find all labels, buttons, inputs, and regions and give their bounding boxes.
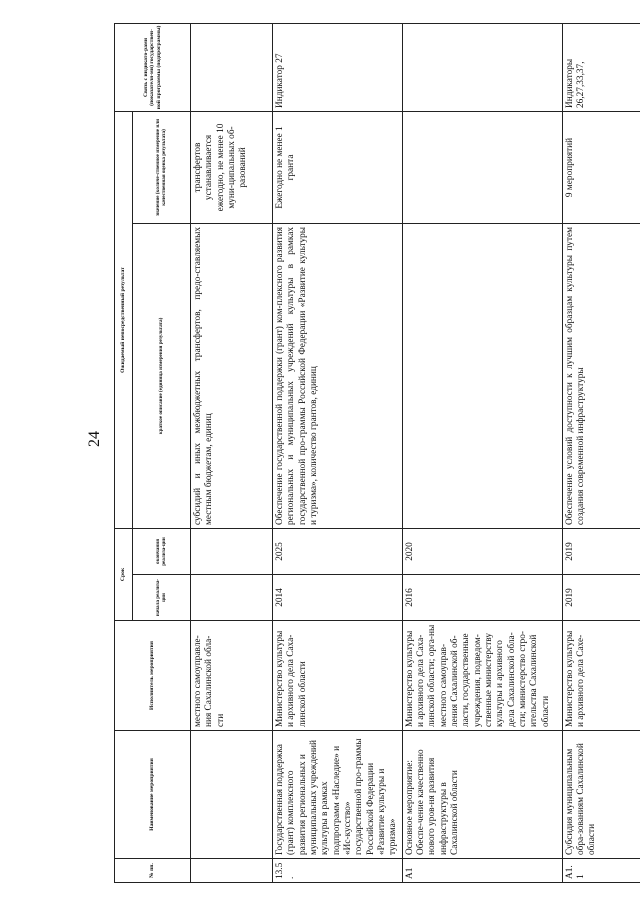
row-name: Субсидия муниципальным обра-зованиям Сахалинской области — [562, 731, 640, 859]
page-number: 24 — [86, 431, 103, 447]
header-result: Ожидаемый непосредственный результат — [115, 111, 133, 528]
row-desc: Обеспечение государственной поддержки (грант) ком-плексного развития региональных и муниципальных учреждений культуры в рамках государственной про-граммы Российской Федерации «Развитие культуры и туризма», количество грантов, единиц — [273, 223, 403, 528]
row-desc: субсидий и иных межбюджетных трансфертов, предо-ставляемых местным бюджетам, единиц — [191, 223, 273, 528]
row-value — [402, 111, 562, 223]
program-table — [114, 23, 640, 883]
header-link: Связь с индикато-рами (показателя-ми) государствен-ной программы (подпрограммы) — [115, 23, 191, 111]
row-desc: Обеспечение условий доступности к лучшим образцам культуры путем создания современной инфраструктуры — [562, 223, 640, 528]
header-term-start: начала реализа-ции — [133, 575, 191, 621]
row-start: 2014 — [273, 575, 403, 621]
row-executor: Министерство культуры и архивного дела Саха-линской области; орга-ны местного самоуправ-ления Сахалинской об-ласти, государственные учреждения, подведом-ственные министерству культуры и архивного дела Сахалинской обла-сти; министерство стро-ительства Сахалинской области — [402, 621, 562, 731]
row-value: Ежегодно не менее 1 гранта — [273, 111, 403, 223]
table-row — [402, 23, 562, 882]
row-end: 2020 — [402, 528, 562, 574]
table-row — [191, 23, 273, 882]
header-result-desc: краткое описание (единица измерения результата) — [133, 223, 191, 528]
row-executor: местного самоуправле-ния Сахалинской обла-сти — [191, 621, 273, 731]
row-executor: Министерство культуры и архивного дела Сахе- — [562, 621, 640, 731]
row-link — [402, 23, 562, 111]
header-name: Наименование мероприятия — [115, 731, 191, 859]
row-desc — [402, 223, 562, 528]
program-table-rotated — [114, 24, 640, 883]
row-name: Государственная поддержка (грант) комплексного развития региональных и муниципальных учреждений культуры в рамках подпрограмм «Наследие» и «Ис-кусство» государственной про-граммы Российской Федерации «Развитие культуры и туризма» — [273, 731, 403, 859]
row-num: 13.5. — [273, 859, 403, 883]
row-num: А1.1 — [562, 859, 640, 883]
row-end — [191, 528, 273, 574]
row-executor: Министерство культуры и архивного дела Саха-линской области — [273, 621, 403, 731]
row-link: Индикатор 27 — [273, 23, 403, 111]
row-link: Индикаторы 26,27,33,37, — [562, 23, 640, 111]
row-num: А1 — [402, 859, 562, 883]
table-row — [273, 23, 403, 882]
row-start: 2016 — [402, 575, 562, 621]
table-row — [562, 23, 640, 882]
row-end: 2025 — [273, 528, 403, 574]
row-end: 2019 — [562, 528, 640, 574]
header-term: Срок — [115, 528, 133, 620]
header-term-end: окончания реализа-ции — [133, 528, 191, 574]
row-name: Основное мероприятие: Обеспе-чение качественно нового уров-ня развития инфраструктуры в Сахалинской области — [402, 731, 562, 859]
row-start: 2019 — [562, 575, 640, 621]
header-executor: Исполнитель мероприятия — [115, 621, 191, 731]
header-num: № пп. — [115, 859, 191, 883]
row-link — [191, 23, 273, 111]
row-name — [191, 731, 273, 859]
row-value: 9 мероприятий — [562, 111, 640, 223]
row-start — [191, 575, 273, 621]
row-num — [191, 859, 273, 883]
header-result-value: значение (количе-ственное измерение или качественная оценка результата) — [133, 111, 191, 223]
row-value: трансфертов устанавливается ежегодно, не менее 10 муни-ципальных об-разований — [191, 111, 273, 223]
